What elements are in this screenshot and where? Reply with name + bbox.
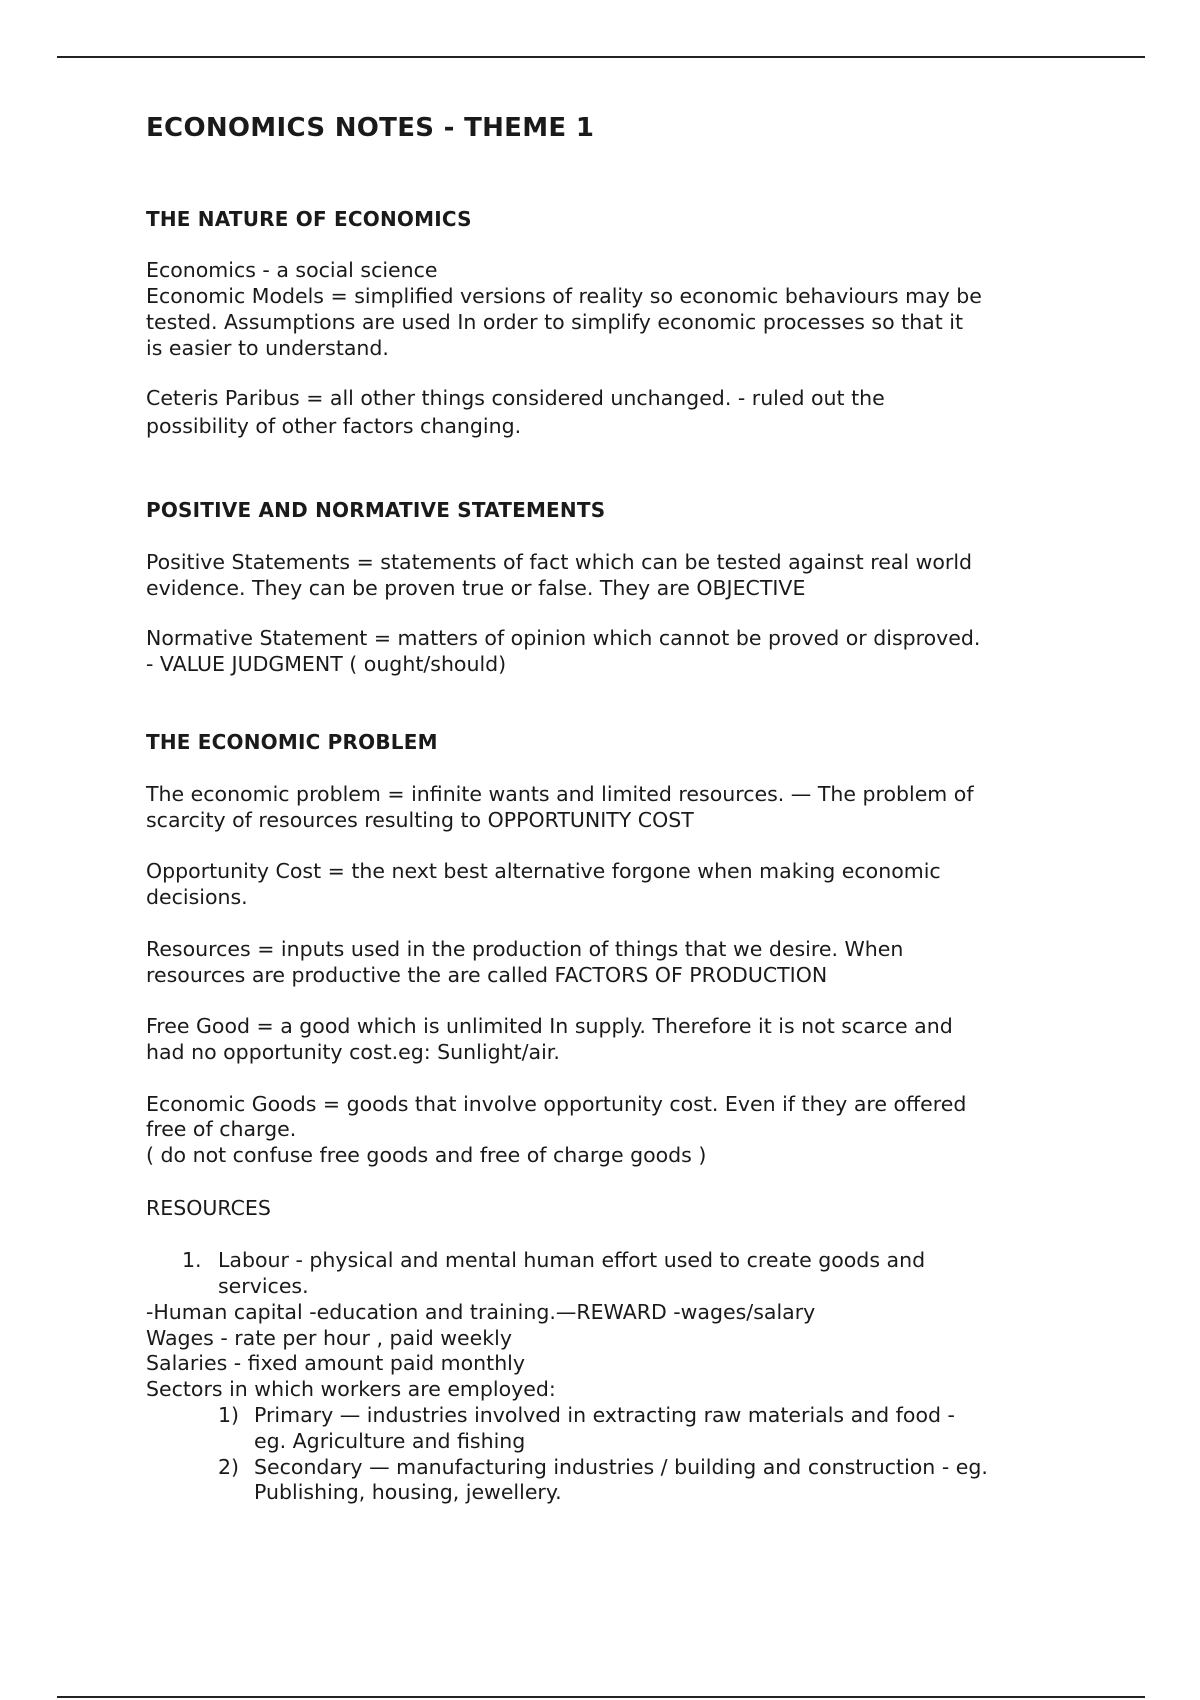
section-heading-problem: THE ECONOMIC PROBLEM (146, 730, 438, 754)
nature-line-3: tested. Assumptions are used In order to simplify economic processes so that it (146, 310, 964, 334)
sector-number-2: 2) (218, 1455, 240, 1479)
section-heading-nature: THE NATURE OF ECONOMICS (146, 207, 472, 231)
sector-secondary-line-2: Publishing, housing, jewellery. (254, 1480, 562, 1504)
resources-line-2: Wages - rate per hour , paid weekly (146, 1326, 512, 1350)
sector-primary-line-2: eg. Agriculture and fishing (254, 1429, 526, 1453)
resources-heading: RESOURCES (146, 1196, 271, 1220)
problem-line-1: The economic problem = infinite wants and limited resources. — The problem of (146, 782, 974, 806)
page-title: ECONOMICS NOTES - THEME 1 (146, 113, 595, 143)
resources-line-1: -Human capital -education and training.—REWARD -wages/salary (146, 1300, 816, 1324)
statements-line-2: evidence. They can be proven true or false. They are OBJECTIVE (146, 576, 806, 600)
problem-line-8: had no opportunity cost.eg: Sunlight/air. (146, 1040, 560, 1064)
problem-line-2: scarcity of resources resulting to OPPORTUNITY COST (146, 808, 694, 832)
nature-line-2: Economic Models = simplified versions of reality so economic behaviours may be (146, 284, 982, 308)
statements-line-4: - VALUE JUDGMENT ( ought/should) (146, 652, 507, 676)
sector-secondary-line-1: Secondary — manufacturing industries / building and construction - eg. (254, 1455, 988, 1479)
resources-line-4: Sectors in which workers are employed: (146, 1377, 556, 1401)
problem-line-9: Economic Goods = goods that involve opportunity cost. Even if they are offered (146, 1092, 967, 1116)
labour-line-1: Labour - physical and mental human effort used to create goods and (218, 1248, 926, 1272)
list-number-1: 1. (182, 1248, 202, 1272)
resources-line-3: Salaries - fixed amount paid monthly (146, 1351, 526, 1375)
labour-line-2: services. (218, 1274, 309, 1298)
problem-line-11: ( do not confuse free goods and free of charge goods ) (146, 1143, 707, 1167)
problem-line-3: Opportunity Cost = the next best alternative forgone when making economic (146, 859, 941, 883)
nature-line-5: Ceteris Paribus = all other things considered unchanged. - ruled out the (146, 386, 885, 410)
problem-line-10: free of charge. (146, 1117, 297, 1141)
statements-line-3: Normative Statement = matters of opinion which cannot be proved or disproved. (146, 626, 981, 650)
section-heading-statements: POSITIVE AND NORMATIVE STATEMENTS (146, 498, 606, 522)
problem-line-7: Free Good = a good which is unlimited In supply. Therefore it is not scarce and (146, 1014, 953, 1038)
statements-line-1: Positive Statements = statements of fact which can be tested against real world (146, 550, 973, 574)
problem-line-4: decisions. (146, 885, 248, 909)
problem-line-6: resources are productive the are called FACTORS OF PRODUCTION (146, 963, 828, 987)
bottom-rule (57, 1696, 1145, 1698)
sector-number-1: 1) (218, 1403, 240, 1427)
sector-primary-line-1: Primary — industries involved in extracting raw materials and food - (254, 1403, 955, 1427)
nature-line-4: is easier to understand. (146, 336, 389, 360)
nature-line-1: Economics - a social science (146, 258, 438, 282)
problem-line-5: Resources = inputs used in the production of things that we desire. When (146, 937, 904, 961)
top-rule (57, 56, 1145, 58)
nature-line-6: possibility of other factors changing. (146, 414, 522, 438)
